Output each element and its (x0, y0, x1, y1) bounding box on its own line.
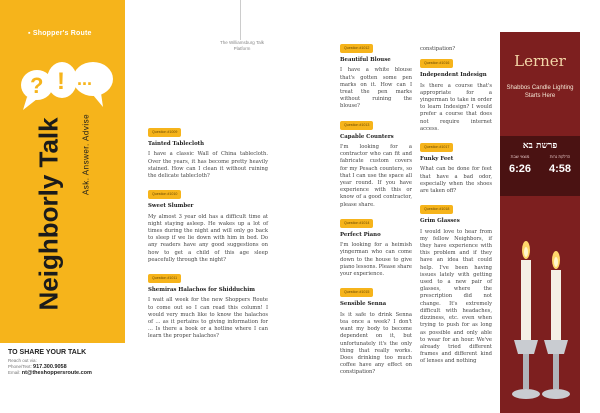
question-item (420, 205, 492, 365)
question-title: Tainted Tablecloth (148, 141, 205, 148)
ad-logo: Lerner (514, 52, 566, 70)
question-tag: Question #1013 (340, 121, 373, 130)
question-text: I'm looking for a heimish yingerman who can come down to the house to give piano lessons. Please share your experience. (340, 242, 413, 278)
question-tag: Question #1016 (420, 59, 453, 68)
page-subtitle: Ask. Answer. Advise (81, 113, 91, 196)
ad-tagline: Shabbos Candle Lighting Starts Here (506, 85, 574, 99)
question-tag: Question #1014 (340, 219, 373, 228)
platform-label: The Williamsburg Talk Platform (220, 40, 264, 51)
email-link[interactable]: nt@theshoppersroute.com (21, 370, 92, 376)
question-item (340, 288, 412, 376)
divider (240, 0, 241, 40)
question-item (148, 128, 268, 180)
phone-label: Phone/Text: (8, 364, 32, 369)
question-tag: Question #1012 (340, 44, 373, 53)
share-reach: Reach out via: (8, 358, 37, 363)
question-text: Is it safe to drink Senna tea once a week? I don't want my body to become dependent on it, but unfortunately it's the only thing that really works. Does drinking too much coffee have any effect on constipation? (340, 311, 412, 376)
page-title: Neighborly Talk (33, 117, 64, 311)
question-text: I wait all week for the new Shoppers Route to come out so I can read this column! I would very much like to know the halachos of ... as it pertains to giving information for ... Is there a book or a hotline where I can learn the proper halachos? (148, 297, 268, 340)
time-value: 6:26 (508, 163, 532, 175)
question-text: My almost 3 year old has a difficult time at night staying asleep. He wakes up a lot of times during the night and will only go back to sleep if we lie down with him in bed. Do any readers have any good suggestions on how to get a child of this age sleep peacefully through the night? (148, 213, 268, 263)
question-text: I'm looking for a contractor who can fit and fabricate custom covers for my Pesach counters, so that I can use the space all year round. If you have experience with this or know of a good contractor, please share. (340, 144, 412, 208)
question-tag: Question #1009 (148, 128, 181, 137)
column-2 (340, 44, 412, 387)
candles-icon (500, 212, 580, 413)
question-title: Grim Glasses (420, 218, 460, 225)
question-title: Capable Counters (340, 133, 394, 140)
continued-text: constipation? (420, 46, 456, 52)
cart-icon: ▪ (28, 30, 31, 37)
question-tag: Question #1017 (420, 143, 453, 152)
question-title: Sensible Senna (340, 301, 387, 308)
time-value: 4:58 (548, 163, 572, 175)
question-item (420, 59, 492, 133)
question-item (148, 274, 268, 341)
question-tag: Question #1018 (420, 205, 453, 214)
time-label: מוצאי שבת (510, 154, 530, 159)
question-text: What can be done for feet that have a bad odor, especially when the shoes are taken off? (420, 166, 492, 195)
brand-name: Shopper's Route (32, 30, 92, 37)
question-item (420, 143, 492, 195)
question-title: Independent Indesign (420, 72, 487, 79)
candle-times (500, 154, 580, 177)
question-tag: Question #1015 (340, 288, 373, 297)
share-heading: TO SHARE YOUR TALK (8, 349, 87, 356)
question-item (340, 121, 412, 209)
brand-logo (28, 30, 92, 37)
question-title: Perfect Piano (340, 232, 381, 239)
parsha-name: פרשת בא (522, 141, 558, 151)
time-label: הדלקת נרות (549, 154, 571, 159)
question-title: Sweet Slumber (148, 203, 194, 210)
svg-text:?: ? (30, 73, 44, 98)
svg-text:!: ! (57, 68, 65, 95)
question-title: Shemiras Halachos for Shidduchim (148, 287, 255, 294)
question-tag: Question #1010 (148, 190, 181, 199)
column-3 (420, 46, 492, 376)
question-item (148, 190, 268, 264)
question-title: Beautiful Blouse (340, 57, 391, 64)
question-item (340, 44, 412, 111)
share-contact (8, 358, 117, 376)
havdalah-time (549, 154, 571, 177)
speech-bubbles-icon (15, 55, 115, 115)
question-item (340, 219, 412, 278)
svg-text:...: ... (77, 69, 93, 89)
question-text: Is there a course that's appropriate for a yingerman to take in order to learn Indesign? I would prefer a course that does not require internet access. (420, 82, 492, 132)
column-1 (148, 128, 268, 351)
candle-lighting-time (509, 154, 531, 177)
question-title: Funky Feet (420, 156, 454, 163)
question-text: I would love to hear from my fellow Neighbors, if they have experience with this problem and if they have an idea that could help. I've been having issues lately with getting used to a new pair of glasses, where the prescription did not change. It's extremely difficult with headaches, dizziness, etc. even when trying to push for as long as possible and only able to wear for an hour. We've already tried different frames and different kind of lenses and nothing (420, 228, 492, 365)
share-box (0, 343, 125, 413)
email-label: Email: (8, 370, 21, 375)
question-text: I have a classic Wall of China tablecloth. Over the years, it has become pretty heavily stained. How can I clean it without ruining the delicate tablecloth? (148, 151, 268, 180)
question-text: I have a white blouse that's gotten some pen marks on it. How can I treat the pen marks without ruining the blouse? (340, 67, 412, 110)
phone-number[interactable]: 917.300.9058 (33, 364, 67, 370)
lerner-ad[interactable] (500, 32, 580, 413)
question-tag: Question #1011 (148, 274, 181, 283)
